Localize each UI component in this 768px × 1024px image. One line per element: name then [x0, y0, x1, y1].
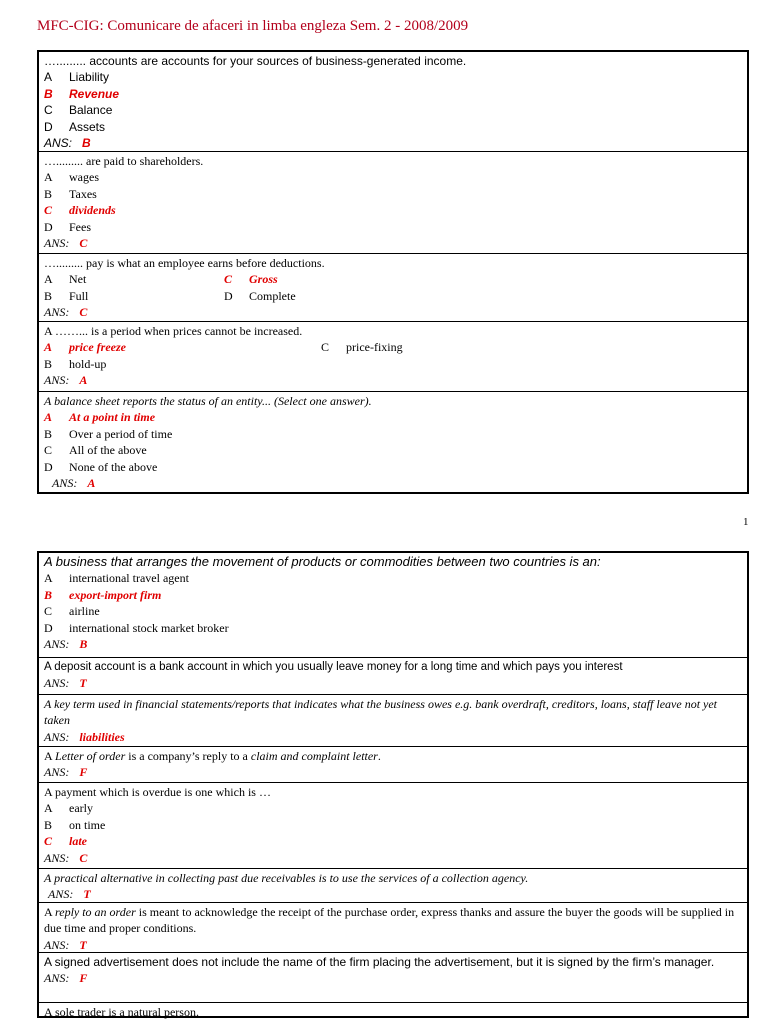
question-text: A practical alternative in collecting past due receivables is to use the services of a collection agency. — [44, 871, 529, 885]
question-3 — [39, 253, 747, 321]
answer: ANS: B — [44, 637, 88, 652]
answer: ANS: liabilities — [44, 729, 125, 744]
option-b-correct: B export-import firm — [44, 587, 162, 602]
page-title: MFC-CIG: Comunicare de afaceri in limba engleza Sem. 2 - 2008/2009 — [37, 18, 469, 34]
page-number: 1 — [743, 516, 749, 528]
question-text: A reply to an order is meant to acknowledge the receipt of the purchase order, express thanks and assure the buyer the goods will be supplied in due time and proper conditions. — [44, 905, 735, 936]
answer: ANS: T — [44, 676, 87, 691]
question-10 — [39, 782, 747, 868]
answer: ANS: F — [44, 971, 88, 986]
question-8 — [39, 694, 747, 746]
answer: ANS: C — [44, 850, 88, 865]
question-block-2 — [37, 551, 749, 1018]
option-d: D international stock market broker — [44, 620, 229, 635]
question-5 — [39, 391, 747, 492]
answer: ANS: T — [44, 937, 87, 952]
question-text: A balance sheet reports the status of an entity... (Select one answer). — [44, 394, 372, 408]
option-c-correct: C dividends — [44, 203, 116, 218]
question-text: …......... are paid to shareholders. — [44, 154, 204, 168]
answer: ANS: F — [44, 765, 88, 780]
answer: ANS: C — [44, 305, 88, 320]
option-d: D None of the above — [44, 459, 158, 474]
question-text: …......... accounts are accounts for your sources of business-generated income. — [44, 54, 467, 68]
option-c: C All of the above — [44, 443, 147, 458]
question-text: A ……... is a period when prices cannot be increased. — [44, 324, 303, 338]
option-a: A Liability — [44, 70, 110, 85]
option-row-1: A price freeze C price-fixing — [44, 340, 403, 355]
option-b-correct: B Revenue — [44, 86, 120, 101]
question-7 — [39, 657, 747, 694]
question-1 — [39, 52, 747, 151]
question-2 — [39, 151, 747, 253]
option-c: C Balance — [44, 103, 113, 118]
question-11 — [39, 868, 747, 902]
option-a-correct: A At a point in time — [44, 410, 156, 425]
question-text: A signed advertisement does not include the name of the firm placing the advertisement, but it is signed by the firm’s manager. — [44, 955, 715, 969]
question-12 — [39, 902, 747, 952]
question-text: A business that arranges the movement of products or commodities between two countries is an: — [44, 554, 601, 569]
option-b: B Over a period of time — [44, 426, 173, 441]
option-b: B hold-up — [44, 356, 107, 371]
option-d: D Fees — [44, 219, 91, 234]
question-13 — [39, 952, 747, 1002]
option-c-correct: C late — [44, 834, 87, 849]
question-block-1 — [37, 50, 749, 494]
option-a: A international travel agent — [44, 571, 189, 586]
answer: ANS: A — [52, 476, 96, 491]
answer: ANS: T — [48, 887, 91, 902]
option-c: C airline — [44, 604, 100, 619]
option-a: A early — [44, 801, 93, 816]
question-14 — [39, 1002, 747, 1020]
question-text: A deposit account is a bank account in which you usually leave money for a long time and which pays you interest — [44, 661, 623, 673]
question-text: …......... pay is what an employee earns before deductions. — [44, 256, 325, 270]
option-b: B Taxes — [44, 186, 97, 201]
option-row-2: B Full D Complete — [44, 288, 296, 303]
answer: ANS: C — [44, 236, 88, 251]
question-4 — [39, 321, 747, 391]
option-row-1: A Net C Gross — [44, 272, 278, 287]
question-text: A payment which is overdue is one which is … — [44, 785, 271, 799]
question-9 — [39, 746, 747, 782]
question-text: A key term used in financial statements/reports that indicates what the business owes e.g. bank overdraft, creditors, loans, staff leave not yet taken — [44, 697, 718, 728]
question-text: A sole trader is a natural person. — [44, 1005, 199, 1019]
question-text: A Letter of order is a company’s reply to a claim and complaint letter. — [44, 749, 381, 763]
option-b: B on time — [44, 817, 106, 832]
question-6 — [39, 553, 747, 657]
option-a: A wages — [44, 170, 99, 185]
answer: ANS: A — [44, 373, 88, 388]
answer: ANS: B — [44, 136, 91, 151]
option-d: D Assets — [44, 119, 106, 134]
